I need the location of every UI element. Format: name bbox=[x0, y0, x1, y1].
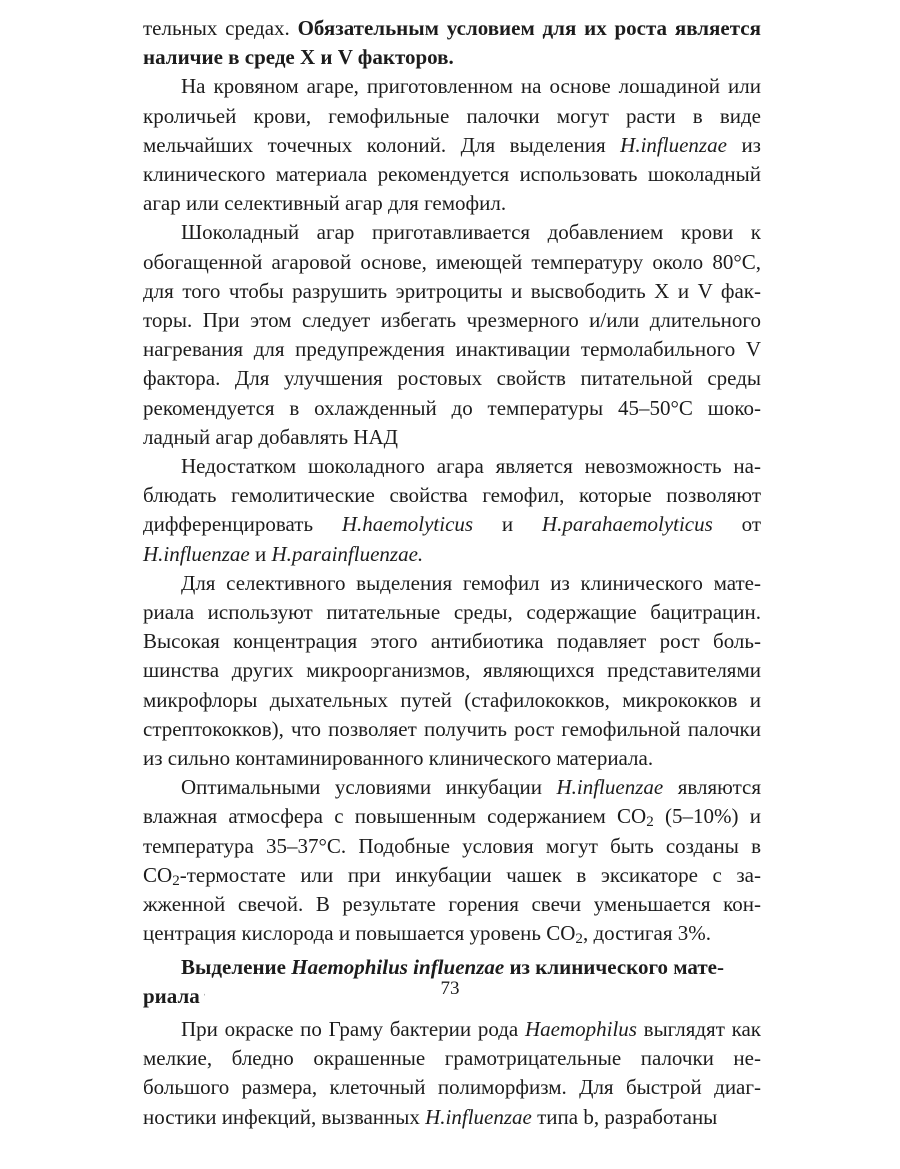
text-run: и bbox=[249, 541, 272, 566]
subscript: 2 bbox=[575, 931, 583, 948]
bold-text: Обязательным условием для их роста является наличие в среде X и V факторов. bbox=[143, 16, 761, 70]
text-run: , достигая 3%. bbox=[582, 921, 712, 946]
text-run: типа b, разработаны bbox=[531, 1104, 718, 1129]
paragraph bbox=[143, 218, 761, 452]
paragraph bbox=[143, 1015, 761, 1132]
italic-term: Haemophilus influenzae bbox=[291, 954, 505, 979]
text-run: На кровяном агаре, приготовленном на основе лошадиной или кроличьей крови, гемофильные палочки могут расти в виде мельчайших точечных колоний. Для выделения bbox=[143, 74, 761, 157]
paragraph bbox=[143, 569, 761, 773]
text-run: Недостатком шоколадного агара является невозможность наблюдать гемолитические свойства гемофил, которые позволяют дифференцировать bbox=[143, 454, 761, 537]
italic-term: H.influenzae bbox=[143, 541, 250, 566]
body-text bbox=[143, 14, 761, 1132]
text-run: тельных средах. bbox=[143, 16, 298, 40]
text-run: и bbox=[473, 512, 542, 537]
italic-term: H.parainfluenzae. bbox=[271, 541, 424, 566]
subscript: 2 bbox=[172, 872, 180, 889]
text-run: (5–10%) и температура 35–37°С. Подобные условия могут быть созданы в СО bbox=[143, 804, 761, 887]
italic-term: H.influenzae bbox=[556, 775, 664, 800]
paragraph bbox=[143, 773, 761, 948]
text-run: При окраске по Граму бактерии рода bbox=[181, 1016, 525, 1041]
text-run: Шоколадный агар приготавливается добавлением крови к обогащенной агаровой основе, имеющей температуру около 80°С, для того чтобы разрушить эритроциты и высвободить X и V факторы. При этом следует избегать чрезмерного и/или длительного нагревания для предупреждения инактивации термолабильного V фактора. Для улучшения ростовых свойств питательной среды рекомендуется в охлажденный до температуры 45–50°С шоколадный агар добавлять НАД bbox=[143, 220, 761, 449]
italic-term: H.influenzae bbox=[425, 1104, 532, 1129]
italic-term: H.influenzae bbox=[620, 132, 727, 157]
paragraph-continuation bbox=[143, 14, 761, 72]
bold-text: из клинического материала bbox=[143, 954, 724, 1008]
bold-text: Выделение bbox=[181, 954, 292, 979]
text-run: из клинического материала рекомендуется использовать шоколадный агар или селективный агар для гемофил. bbox=[143, 132, 761, 216]
page-number: 73 bbox=[440, 978, 460, 999]
subscript: 2 bbox=[646, 814, 654, 831]
paragraph bbox=[143, 452, 761, 569]
paragraph bbox=[143, 72, 761, 218]
text-run: Оптимальными условиями инкубации bbox=[181, 775, 557, 800]
text-run: от bbox=[712, 512, 762, 537]
text-run: являются влажная атмосфера с повышенным содержанием СО bbox=[143, 775, 761, 829]
italic-term: H.haemolyticus bbox=[341, 512, 474, 537]
scan-speck: ˌ bbox=[203, 985, 207, 996]
text-run: выглядят как мелкие, бледно окрашенные грамотрицательные палочки небольшого размера, клеточный полиморфизм. Для быстрой диагностики инфекций, вызванных bbox=[143, 1016, 761, 1129]
text-run: Для селективного выделения гемофил из клинического материала используют питательные среды, содержащие бацитрацин. Высокая концентрация этого антибиотика подавляет рост большинства других микроорганизмов, являющихся представителями микрофлоры дыхательных путей (стафилококков, микрококков и стрептококков), что позволяет получить рост гемофильной палочки из сильно контаминированного клинического материала. bbox=[143, 570, 761, 771]
italic-term: H.parahaemolyticus bbox=[541, 512, 713, 537]
text-run: -термостате или при инкубации чашек в эксикаторе с зажженной свечой. В результате горения свечи уменьшается концентрация кислорода и повышается уровень СО bbox=[143, 862, 761, 946]
italic-term: Haemophilus bbox=[524, 1016, 637, 1041]
